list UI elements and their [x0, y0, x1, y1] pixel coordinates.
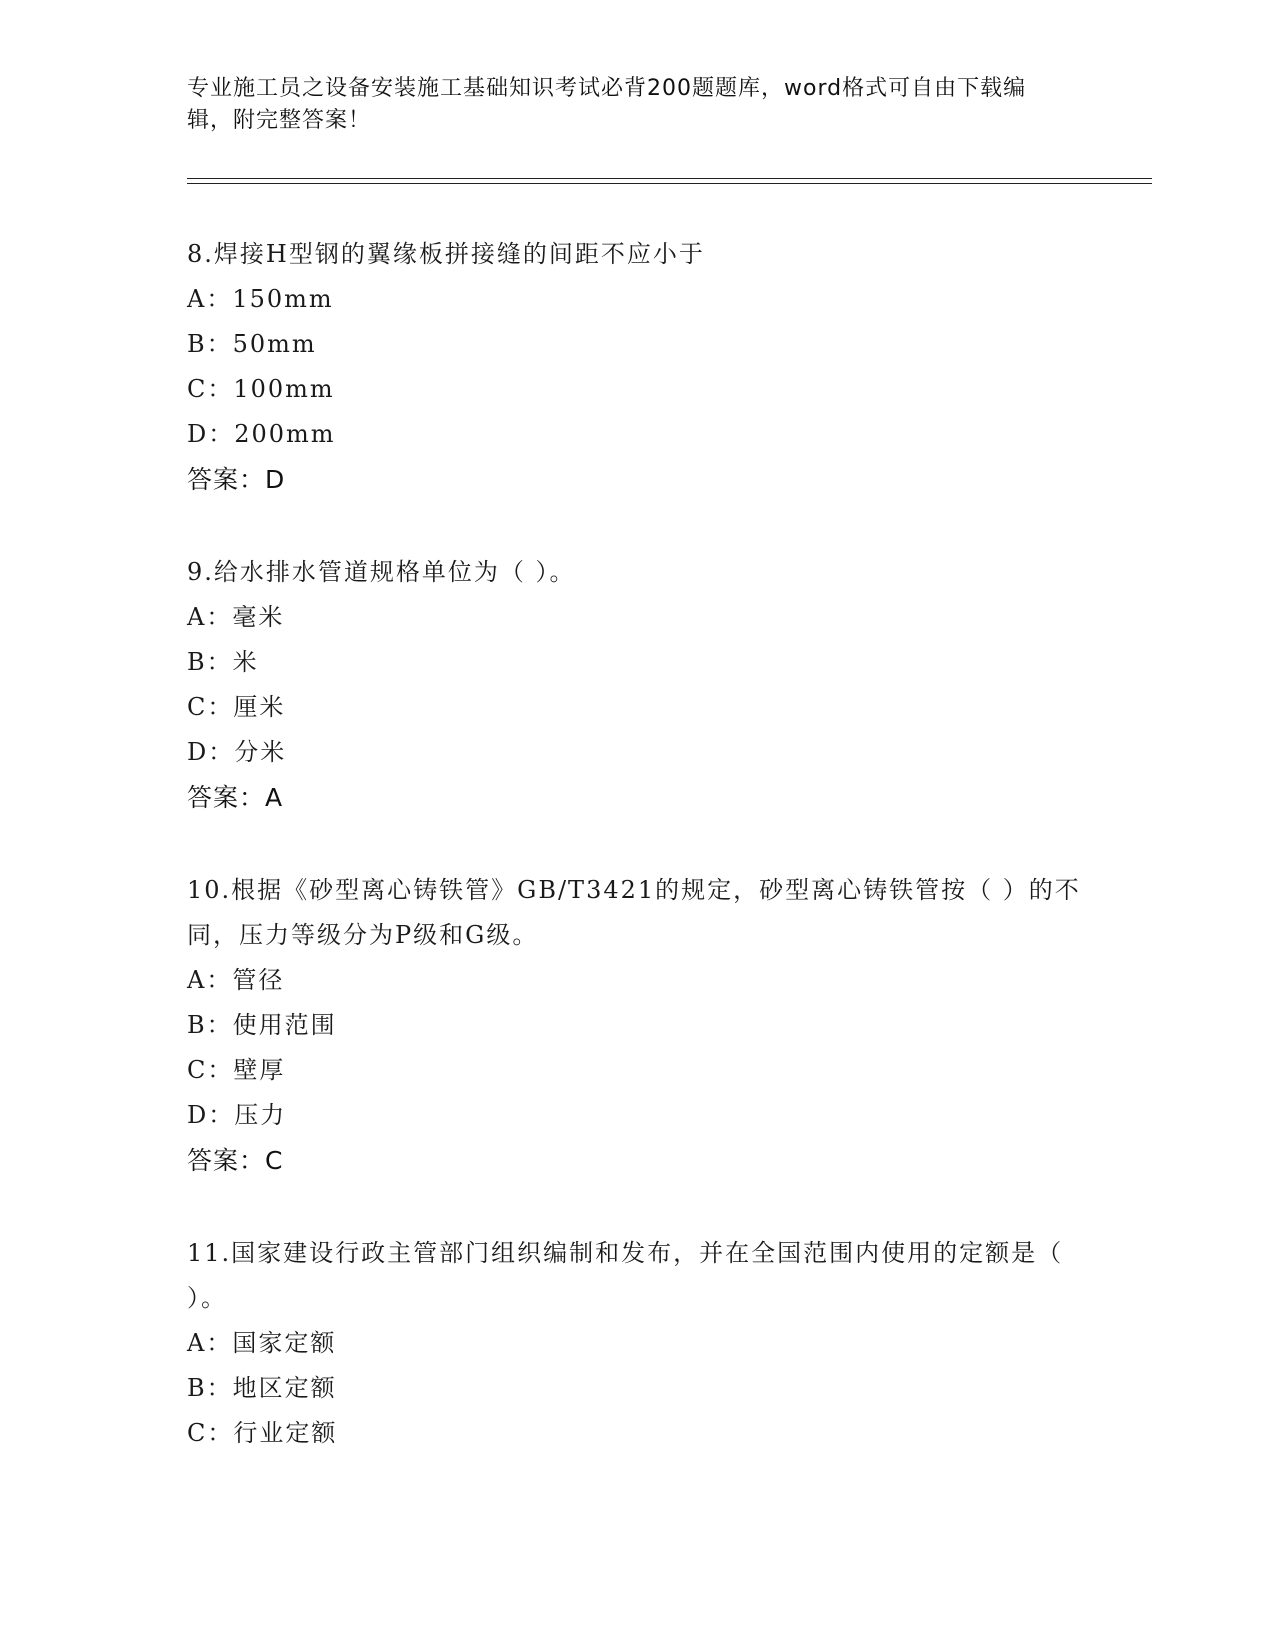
- option-c: C：行业定额: [187, 1419, 338, 1447]
- option-a: A：150mm: [187, 285, 334, 313]
- option-b: B：地区定额: [187, 1374, 337, 1402]
- option-d: D：压力: [187, 1101, 287, 1129]
- option-a: A：管径: [187, 966, 285, 994]
- option-b: B：米: [187, 648, 259, 676]
- question-10: [187, 868, 1087, 1183]
- option-c: C：100mm: [187, 375, 335, 403]
- document-header: 专业施工员之设备安装施工基础知识考试必背200题题库，word格式可自由下载编辑，附完整答案！: [187, 76, 1027, 133]
- option-c: C：厘米: [187, 693, 286, 721]
- option-a: A：毫米: [187, 603, 285, 631]
- option-d: D：分米: [187, 738, 287, 766]
- question-11: [187, 1231, 1087, 1456]
- option-d: D：200mm: [187, 420, 336, 448]
- question-text: 9.给水排水管道规格单位为（ ）。: [187, 558, 576, 586]
- option-b: B：使用范围: [187, 1011, 337, 1039]
- option-a: A：国家定额: [187, 1329, 337, 1357]
- answer-line: 答案：A: [187, 783, 284, 812]
- header-divider-bottom: [187, 183, 1152, 184]
- question-9: [187, 550, 1087, 820]
- question-list: [187, 232, 1087, 1504]
- option-b: B：50mm: [187, 330, 317, 358]
- question-text: 8.焊接H型钢的翼缘板拼接缝的间距不应小于: [187, 240, 705, 268]
- option-c: C：壁厚: [187, 1056, 286, 1084]
- question-text: 11.国家建设行政主管部门组织编制和发布，并在全国范围内使用的定额是（ ）。: [187, 1239, 1064, 1312]
- answer-line: 答案：C: [187, 1146, 284, 1175]
- question-8: [187, 232, 1087, 502]
- answer-line: 答案：D: [187, 465, 286, 494]
- question-text: 10.根据《砂型离心铸铁管》GB/T3421的规定，砂型离心铸铁管按（ ）的不同，压力等级分为P级和G级。: [187, 876, 1081, 949]
- header-divider-top: [187, 178, 1152, 179]
